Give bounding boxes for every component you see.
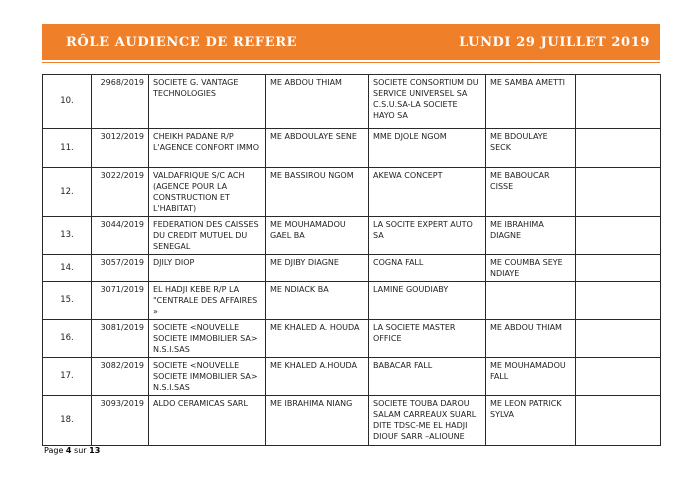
plaintiff-lawyer: ME IBRAHIMA NIANG — [266, 396, 369, 446]
plaintiff-lawyer: ME MOUHAMADOU GAEL BA — [266, 217, 369, 255]
page-footer — [44, 446, 100, 455]
defendant: SOCIETE TOUBA DAROU SALAM CARREAUX SUARL DITE TDSC-ME EL HADJI DIOUF SARR –ALIOUNE — [369, 396, 486, 446]
plaintiff: SOCIETE G. VANTAGE TECHNOLOGIES — [149, 75, 266, 129]
row-number: 15. — [43, 282, 92, 320]
case-reference: 3012/2019 — [92, 129, 149, 168]
defendant-lawyer — [486, 282, 576, 320]
defendant-lawyer: ME BABOUCAR CISSE — [486, 168, 576, 217]
defendant-lawyer: ME BDOULAYE SECK — [486, 129, 576, 168]
case-reference: 3093/2019 — [92, 396, 149, 446]
plaintiff-lawyer: ME NDIACK BA — [266, 282, 369, 320]
observations — [576, 320, 661, 358]
defendant-lawyer: ME MOUHAMADOU FALL — [486, 358, 576, 396]
defendant: LAMINE GOUDIABY — [369, 282, 486, 320]
table-row — [43, 358, 661, 396]
plaintiff: FEDERATION DES CAISSES DU CREDIT MUTUEL DU SENEGAL — [149, 217, 266, 255]
plaintiff: CHEIKH PADANE R/P L'AGENCE CONFORT IMMO — [149, 129, 266, 168]
banner-title: RÔLE AUDIENCE DE REFERE — [66, 34, 298, 50]
case-reference: 3071/2019 — [92, 282, 149, 320]
plaintiff-lawyer: ME DJIBY DIAGNE — [266, 255, 369, 282]
defendant-lawyer: ME SAMBA AMETTI — [486, 75, 576, 129]
observations — [576, 217, 661, 255]
banner-underline — [42, 62, 660, 63]
case-reference: 3082/2019 — [92, 358, 149, 396]
plaintiff: ALDO CERAMICAS SARL — [149, 396, 266, 446]
observations — [576, 129, 661, 168]
defendant-lawyer: ME IBRAHIMA DIAGNE — [486, 217, 576, 255]
observations — [576, 282, 661, 320]
table-row — [43, 282, 661, 320]
page-banner — [42, 24, 660, 60]
observations — [576, 255, 661, 282]
page-number: 4 — [65, 446, 72, 455]
plaintiff: DJILY DIOP — [149, 255, 266, 282]
case-reference: 3022/2019 — [92, 168, 149, 217]
observations — [576, 396, 661, 446]
defendant: LA SOCIETE MASTER OFFICE — [369, 320, 486, 358]
case-reference: 3044/2019 — [92, 217, 149, 255]
table-row — [43, 75, 661, 129]
defendant: MME DJOLE NGOM — [369, 129, 486, 168]
plaintiff-lawyer: ME KHALED A. HOUDA — [266, 320, 369, 358]
row-number: 17. — [43, 358, 92, 396]
defendant: AKEWA CONCEPT — [369, 168, 486, 217]
observations — [576, 168, 661, 217]
case-reference: 2968/2019 — [92, 75, 149, 129]
plaintiff-lawyer: ME KHALED A.HOUDA — [266, 358, 369, 396]
plaintiff-lawyer: ME ABDOULAYE SENE — [266, 129, 369, 168]
table-row — [43, 320, 661, 358]
banner-date: LUNDI 29 JUILLET 2019 — [459, 34, 650, 50]
table-row — [43, 217, 661, 255]
defendant: LA SOCITE EXPERT AUTO SA — [369, 217, 486, 255]
plaintiff-lawyer: ME ABDOU THIAM — [266, 75, 369, 129]
plaintiff: SOCIETE <NOUVELLE SOCIETE IMMOBILIER SA> N.S.I.SAS — [149, 358, 266, 396]
row-number: 16. — [43, 320, 92, 358]
of-word: sur — [74, 446, 87, 455]
table-row — [43, 396, 661, 446]
row-number: 11. — [43, 129, 92, 168]
page-word: Page — [44, 446, 64, 455]
hearing-roll-table — [42, 74, 661, 446]
defendant-lawyer: ME LEON PATRICK SYLVA — [486, 396, 576, 446]
row-number: 14. — [43, 255, 92, 282]
plaintiff: VALDAFRIQUE S/C ACH (AGENCE POUR LA CONSTRUCTION ET L'HABITAT) — [149, 168, 266, 217]
plaintiff: SOCIETE <NOUVELLE SOCIETE IMMOBILIER SA> N.S.I.SAS — [149, 320, 266, 358]
row-number: 12. — [43, 168, 92, 217]
table-row — [43, 168, 661, 217]
defendant-lawyer: ME ABDOU THIAM — [486, 320, 576, 358]
row-number: 13. — [43, 217, 92, 255]
observations — [576, 75, 661, 129]
defendant: COGNA FALL — [369, 255, 486, 282]
case-reference: 3057/2019 — [92, 255, 149, 282]
table-row — [43, 129, 661, 168]
plaintiff-lawyer: ME BASSIROU NGOM — [266, 168, 369, 217]
page-total: 13 — [89, 446, 101, 455]
observations — [576, 358, 661, 396]
table-row — [43, 255, 661, 282]
plaintiff: EL HADJI KEBE R/P LA "CENTRALE DES AFFAIRES » — [149, 282, 266, 320]
defendant: BABACAR FALL — [369, 358, 486, 396]
defendant-lawyer: ME COUMBA SEYE NDIAYE — [486, 255, 576, 282]
defendant: SOCIETE CONSORTIUM DU SERVICE UNIVERSEL SA C.S.U.SA-LA SOCIETE HAYO SA — [369, 75, 486, 129]
row-number: 10. — [43, 75, 92, 129]
case-reference: 3081/2019 — [92, 320, 149, 358]
row-number: 18. — [43, 396, 92, 446]
